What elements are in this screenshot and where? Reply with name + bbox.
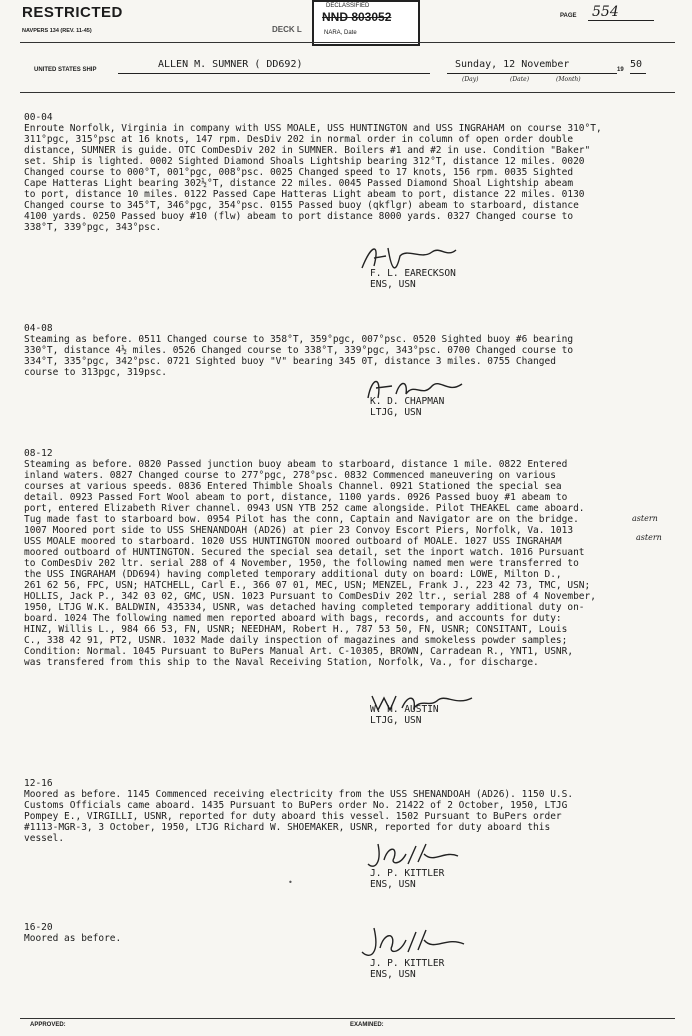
signer-rank: ENS, USN [370, 969, 416, 980]
watch-period-1620: 16-20 [24, 922, 53, 933]
entry-line: Steaming as before. 0820 Passed junction buoy abeam to starboard, distance 1 mile. 0822 Entered [24, 459, 568, 470]
year-prefix: 19 [617, 67, 624, 73]
watch-entry-1620 [24, 933, 121, 944]
signer-rank: ENS, USN [370, 279, 416, 290]
page-number-line [588, 20, 654, 21]
stamp-line-1: DECLASSIFIED [326, 3, 370, 9]
ship-divider [20, 92, 675, 93]
month-label: (Month) [556, 76, 581, 83]
entry-line: 1007 Moored port side to USS SHENANDOAH (AD26) at pier 23 Convoy Escort Piers, Norfolk, Va. 1013 [24, 525, 574, 536]
watch-entry-0408 [24, 334, 573, 378]
entry-line: 4100 yards. 0250 Passed buoy #10 (flw) abeam to port distance 8000 yards. 0327 Changed course to [24, 211, 574, 222]
entry-line: board. 1024 The following named men reported aboard with bags, records, and accounts for duty: [24, 613, 562, 624]
signature-block-0812 [370, 704, 439, 726]
date-label: (Date) [510, 76, 530, 83]
entry-line: moored outboard of HUNTINGTON. Secured the special sea detail, set the inport watch. 1016 Pursuant [24, 547, 585, 558]
signature-block-1620 [370, 958, 444, 980]
entry-line: courses at various speeds. 0836 Entered Thimble Shoals Channel. 0921 Stationed the special sea [24, 481, 562, 492]
entry-line: 330°T, distance 4½ miles. 0526 Changed course to 338°T, 339°pgc, 343°psc. 0700 Changed course to [24, 345, 574, 356]
entry-line: 334°T, 335°pgc, 342°psc. 0721 Sighted buoy "V" bearing 345 0T, distance 3 miles. 0755 Changed [24, 356, 556, 367]
entry-line: was transfered from this ship to the Naval Receiving Station, Norfolk, Va., for discharge. [24, 657, 539, 668]
entry-line: Changed course to 345°T, 346°pgc, 354°psc. 0155 Passed buoy (qkflgr) abeam to starboard, distance [24, 200, 579, 211]
stray-mark: • [288, 878, 293, 887]
entry-line: Moored as before. 1145 Commenced receiving electricity from the USS SHENANDOAH (AD26). 1150 U.S. [24, 789, 574, 800]
entry-line: Condition: Normal. 1045 Pursuant to BuPers Manual Art. C-10305, BROWN, Carradean R., YNT1, USNR, [24, 646, 574, 657]
ship-label: UNITED STATES SHIP [34, 67, 97, 73]
date-line [447, 73, 617, 74]
stamp-line-2: NND 803052 [322, 10, 392, 24]
ship-name-line [118, 73, 430, 74]
signer-rank: LTJG, USN [370, 715, 422, 726]
signer-name: J. P. KITTLER [370, 868, 445, 879]
examined-label: EXAMINED: [350, 1022, 384, 1028]
entry-line: Pompey E., VIRGILLI, USNR, reported for duty aboard this vessel. 1502 Pursuant to BuPers order [24, 811, 562, 822]
entry-line: Moored as before. [24, 933, 122, 944]
watch-period-0408: 04-08 [24, 323, 53, 334]
watch-entry-1216 [24, 789, 573, 844]
classification-label: RESTRICTED [22, 4, 123, 21]
signer-name: W. H. AUSTIN [370, 704, 439, 715]
entry-line: inland waters. 0827 Changed course to 277°pgc, 278°psc. 0832 Commenced maneuvering on various [24, 470, 556, 481]
watch-period-0812: 08-12 [24, 448, 53, 459]
entry-line: Tug made fast to starboard bow. 0954 Pilot has the conn, Captain and Navigator are on the bridge. [24, 514, 579, 525]
entry-line: vessel. [24, 833, 65, 844]
entry-line: 311°pgc, 315°psc at 16 knots, 147 rpm. DesDiv 202 in normal order in column of open order double [24, 134, 574, 145]
entry-line: port, entered Elizabeth River channel. 0943 USN YTB 252 came alongside. Pilot THEAKEL came aboard. [24, 503, 585, 514]
entry-line: 1950, LTJG W.K. BALDWIN, 435334, USNR, was detached having completed temporary additional duty on- [24, 602, 585, 613]
stamp-line-3: NARA, Date [324, 30, 357, 36]
entry-line: #1113-MGR-3, 3 October, 1950, LTJG Richard W. SHOEMAKER, USNR, reported for duty aboard this [24, 822, 551, 833]
signature-block-0408 [370, 396, 444, 418]
watch-period-1216: 12-16 [24, 778, 53, 789]
entry-line: the USS INGRAHAM (DD694) having completed temporary additional duty on board: LOWE, Milton D., [24, 569, 562, 580]
signature-block-0004 [370, 268, 456, 290]
day-label: (Day) [462, 76, 479, 83]
entry-line: set. Ship is lighted. 0002 Sighted Diamond Shoals Lightship bearing 312°T, distance 12 miles. 0020 [24, 156, 585, 167]
entry-line: distance, SUMNER is guide. OTC ComDesDiv 202 in SUMNER. Boilers #1 and #2 in use. Condition "Baker" [24, 145, 591, 156]
watch-entry-0812 [24, 459, 596, 668]
form-number: NAVPERS 134 (REV. 11-45) [22, 28, 92, 34]
approved-label: APPROVED: [30, 1022, 66, 1028]
signer-rank: LTJG, USN [370, 407, 422, 418]
watch-entry-0004 [24, 123, 602, 233]
signer-name: F. L. EARECKSON [370, 268, 456, 279]
ship-name: ALLEN M. SUMNER ( DD692) [158, 59, 303, 70]
entry-line: course to 313pgc, 319psc. [24, 367, 167, 378]
footer-divider [20, 1018, 675, 1019]
entry-line: 261 62 56, FPC, USN; HATCHELL, Carl E., 366 07 01, MEC, USN; MENZEL, Frank J., 223 42 73, TMC, USN; [24, 580, 591, 591]
signer-rank: ENS, USN [370, 879, 416, 890]
year-suffix: 50 [630, 59, 643, 70]
entry-line: to port, distance 10 miles. 0122 Passed Cape Hatteras Light abeam to port, distance 22 miles. 0130 [24, 189, 585, 200]
entry-line: Cape Hatteras Light bearing 302½°T, distance 22 miles. 0045 Passed Diamond Shoal Lightship abeam [24, 178, 574, 189]
handwritten-note-astern-2: astern [636, 533, 662, 542]
year-line [630, 73, 646, 74]
entry-line: USS MOALE moored to starboard. 1020 USS HUNTINGTON moored outboard of MOALE. 1027 USS INGRAHAM [24, 536, 562, 547]
page-number: 554 [592, 4, 619, 20]
entry-line: Changed course to 000°T, 001°pgc, 008°psc. 0025 Changed speed to 17 knots, 156 rpm. 0035 Sighted [24, 167, 574, 178]
entry-line: HOLLIS, Jack P., 342 03 02, GMC, USN. 1023 Pursuant to ComDesDiv 202 ltr., serial 288 of 4 November, [24, 591, 596, 602]
signer-name: K. D. CHAPMAN [370, 396, 445, 407]
entry-line: C., 338 42 91, PT2, USNR. 1032 Made daily inspection of magazines and smokeless powder samples; [24, 635, 568, 646]
entry-line: Steaming as before. 0511 Changed course to 358°T, 359°pgc, 007°psc. 0520 Sighted buoy #6 bearing [24, 334, 574, 345]
signer-name: J. P. KITTLER [370, 958, 445, 969]
entry-line: HINZ, Willis L., 984 66 53, FN, USNR; NEEDHAM, Robert H., 787 53 50, FN, USNR; CONSITANT, Louis [24, 624, 568, 635]
signature-block-1216 [370, 868, 444, 890]
entry-line: Enroute Norfolk, Virginia in company with USS MOALE, USS HUNTINGTON and USS INGRAHAM on course 310°T, [24, 123, 602, 134]
watch-period-0004: 00-04 [24, 112, 53, 123]
declassified-stamp [312, 0, 420, 46]
header-divider [20, 42, 675, 43]
entry-line: Customs Officials came aboard. 1435 Pursuant to BuPers order No. 21422 of 2 October, 1950, LTJG [24, 800, 568, 811]
deck-log-label: DECK L [272, 25, 302, 34]
entry-line: to ComDesDiv 202 ltr. serial 288 of 4 November, 1950, the following named men were transferred to [24, 558, 579, 569]
log-date: Sunday, 12 November [455, 59, 570, 70]
entry-line: detail. 0923 Passed Fort Wool abeam to port, distance, 1100 yards. 0926 Passed buoy #1 abeam to [24, 492, 568, 503]
page-label: PAGE [560, 13, 577, 19]
entry-line: 338°T, 339°pgc, 343°psc. [24, 222, 162, 233]
handwritten-note-astern-1: astern [632, 514, 658, 523]
